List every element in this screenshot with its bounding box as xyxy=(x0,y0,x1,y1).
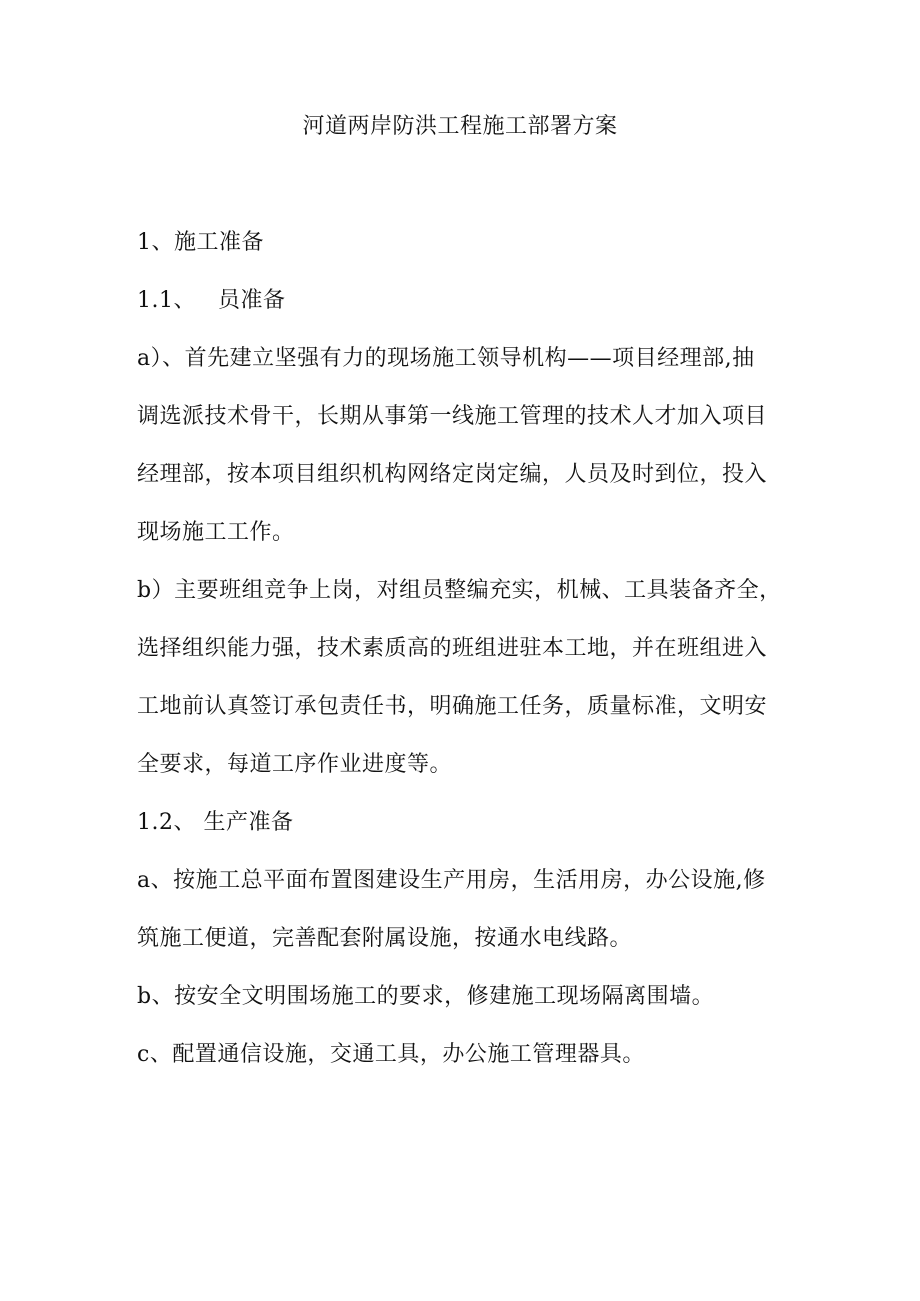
paragraph-line: a）、首先建立坚强有力的现场施工领导机构——项目经理部,抽 xyxy=(137,346,755,371)
paragraph-line: 经理部，按本项目组织机构网络定岗定编，人员及时到位，投入 xyxy=(137,462,768,487)
paragraph-line: c、配置通信设施，交通工具，办公施工管理器具。 xyxy=(137,1042,645,1067)
heading-text: 员准备 xyxy=(218,288,286,313)
paragraph-line: a、按施工总平面布置图建设生产用房，生活用房，办公设施,修 xyxy=(137,868,766,893)
heading-1: 1、施工准备 xyxy=(137,230,264,255)
document-title: 河道两岸防洪工程施工部署方案 xyxy=(302,114,618,139)
paragraph-line: 调选派技术骨干，长期从事第一线施工管理的技术人才加入项目 xyxy=(137,404,768,429)
paragraph-line: 选择组织能力强，技术素质高的班组进驻本工地，并在班组进入 xyxy=(137,636,768,661)
document-body xyxy=(137,226,797,1096)
heading-1-1 xyxy=(137,284,797,342)
paragraph-line: b）主要班组竞争上岗，对组员整编充实，机械、工具装备齐全， xyxy=(137,578,782,603)
paragraph-line: 现场施工工作。 xyxy=(137,520,295,545)
paragraph-line: b、按安全文明围场施工的要求，修建施工现场隔离围墙。 xyxy=(137,984,715,1009)
heading-1-2: 1.2、 生产准备 xyxy=(137,810,294,835)
paragraph-line: 工地前认真签订承包责任书，明确施工任务，质量标准，文明安 xyxy=(137,694,768,719)
paragraph-line: 筑施工便道，完善配套附属设施，按通水电线路。 xyxy=(137,926,633,951)
heading-number: 1.1、 xyxy=(137,288,196,313)
paragraph-line: 全要求，每道工序作业进度等。 xyxy=(137,752,453,777)
